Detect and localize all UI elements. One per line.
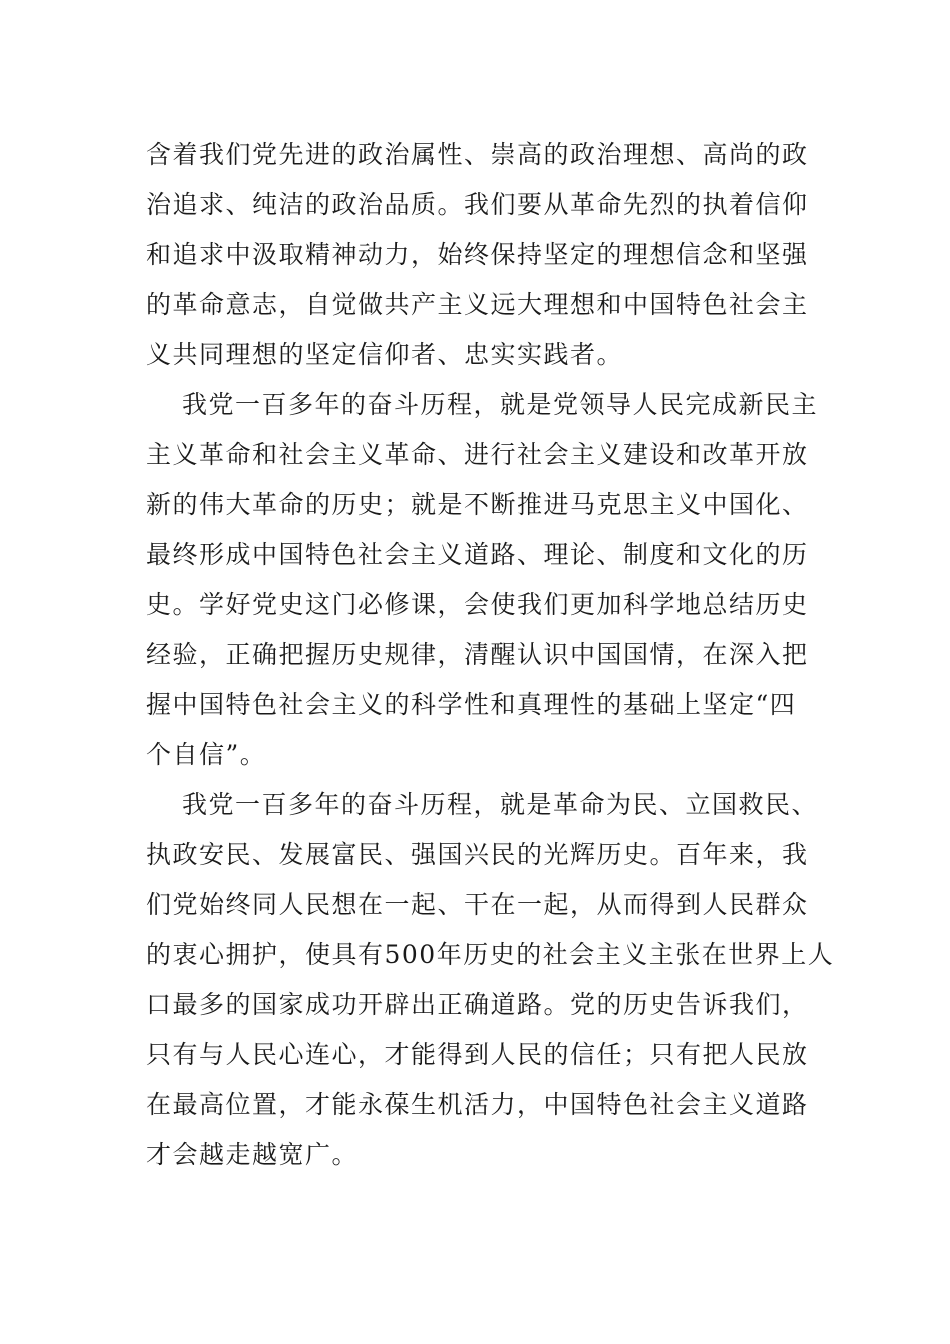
text-line: 义共同理想的坚定信仰者、忠实实践者。 bbox=[146, 340, 624, 369]
text-line: 我党一百多年的奋斗历程，就是党领导人民完成新民主 bbox=[182, 390, 819, 419]
text-line: 我党一百多年的奋斗历程，就是革命为民、立国救民、 bbox=[182, 790, 819, 819]
text-line: 史。学好党史这门必修课，会使我们更加科学地总结历史 bbox=[146, 590, 809, 619]
text-line: 的衷心拥护，使具有500年历史的社会主义主张在世界上人 bbox=[146, 940, 835, 969]
text-line: 的革命意志，自觉做共产主义远大理想和中国特色社会主 bbox=[146, 290, 809, 319]
text-line: 只有与人民心连心，才能得到人民的信任；只有把人民放 bbox=[146, 1040, 809, 1069]
text-line: 个自信”。 bbox=[146, 740, 267, 769]
text-line: 治追求、纯洁的政治品质。我们要从革命先烈的执着信仰 bbox=[146, 190, 809, 219]
text-line: 最终形成中国特色社会主义道路、理论、制度和文化的历 bbox=[146, 540, 809, 569]
text-line: 握中国特色社会主义的科学性和真理性的基础上坚定“四 bbox=[146, 690, 797, 719]
text-line: 经验，正确把握历史规律，清醒认识中国国情，在深入把 bbox=[146, 640, 809, 669]
text-line: 在最高位置，才能永葆生机活力，中国特色社会主义道路 bbox=[146, 1090, 809, 1119]
text-line: 和追求中汲取精神动力，始终保持坚定的理想信念和坚强 bbox=[146, 240, 809, 269]
text-line: 才会越走越宽广。 bbox=[146, 1140, 359, 1169]
text-line: 主义革命和社会主义革命、进行社会主义建设和改革开放 bbox=[146, 440, 809, 469]
text-line: 执政安民、发展富民、强国兴民的光辉历史。百年来，我 bbox=[146, 840, 809, 869]
text-line: 含着我们党先进的政治属性、崇高的政治理想、高尚的政 bbox=[146, 140, 809, 169]
text-line: 新的伟大革命的历史；就是不断推进马克思主义中国化、 bbox=[146, 490, 809, 519]
text-line: 们党始终同人民想在一起、干在一起，从而得到人民群众 bbox=[146, 890, 809, 919]
text-line: 口最多的国家成功开辟出正确道路。党的历史告诉我们， bbox=[146, 990, 809, 1019]
body-text bbox=[146, 130, 835, 1180]
